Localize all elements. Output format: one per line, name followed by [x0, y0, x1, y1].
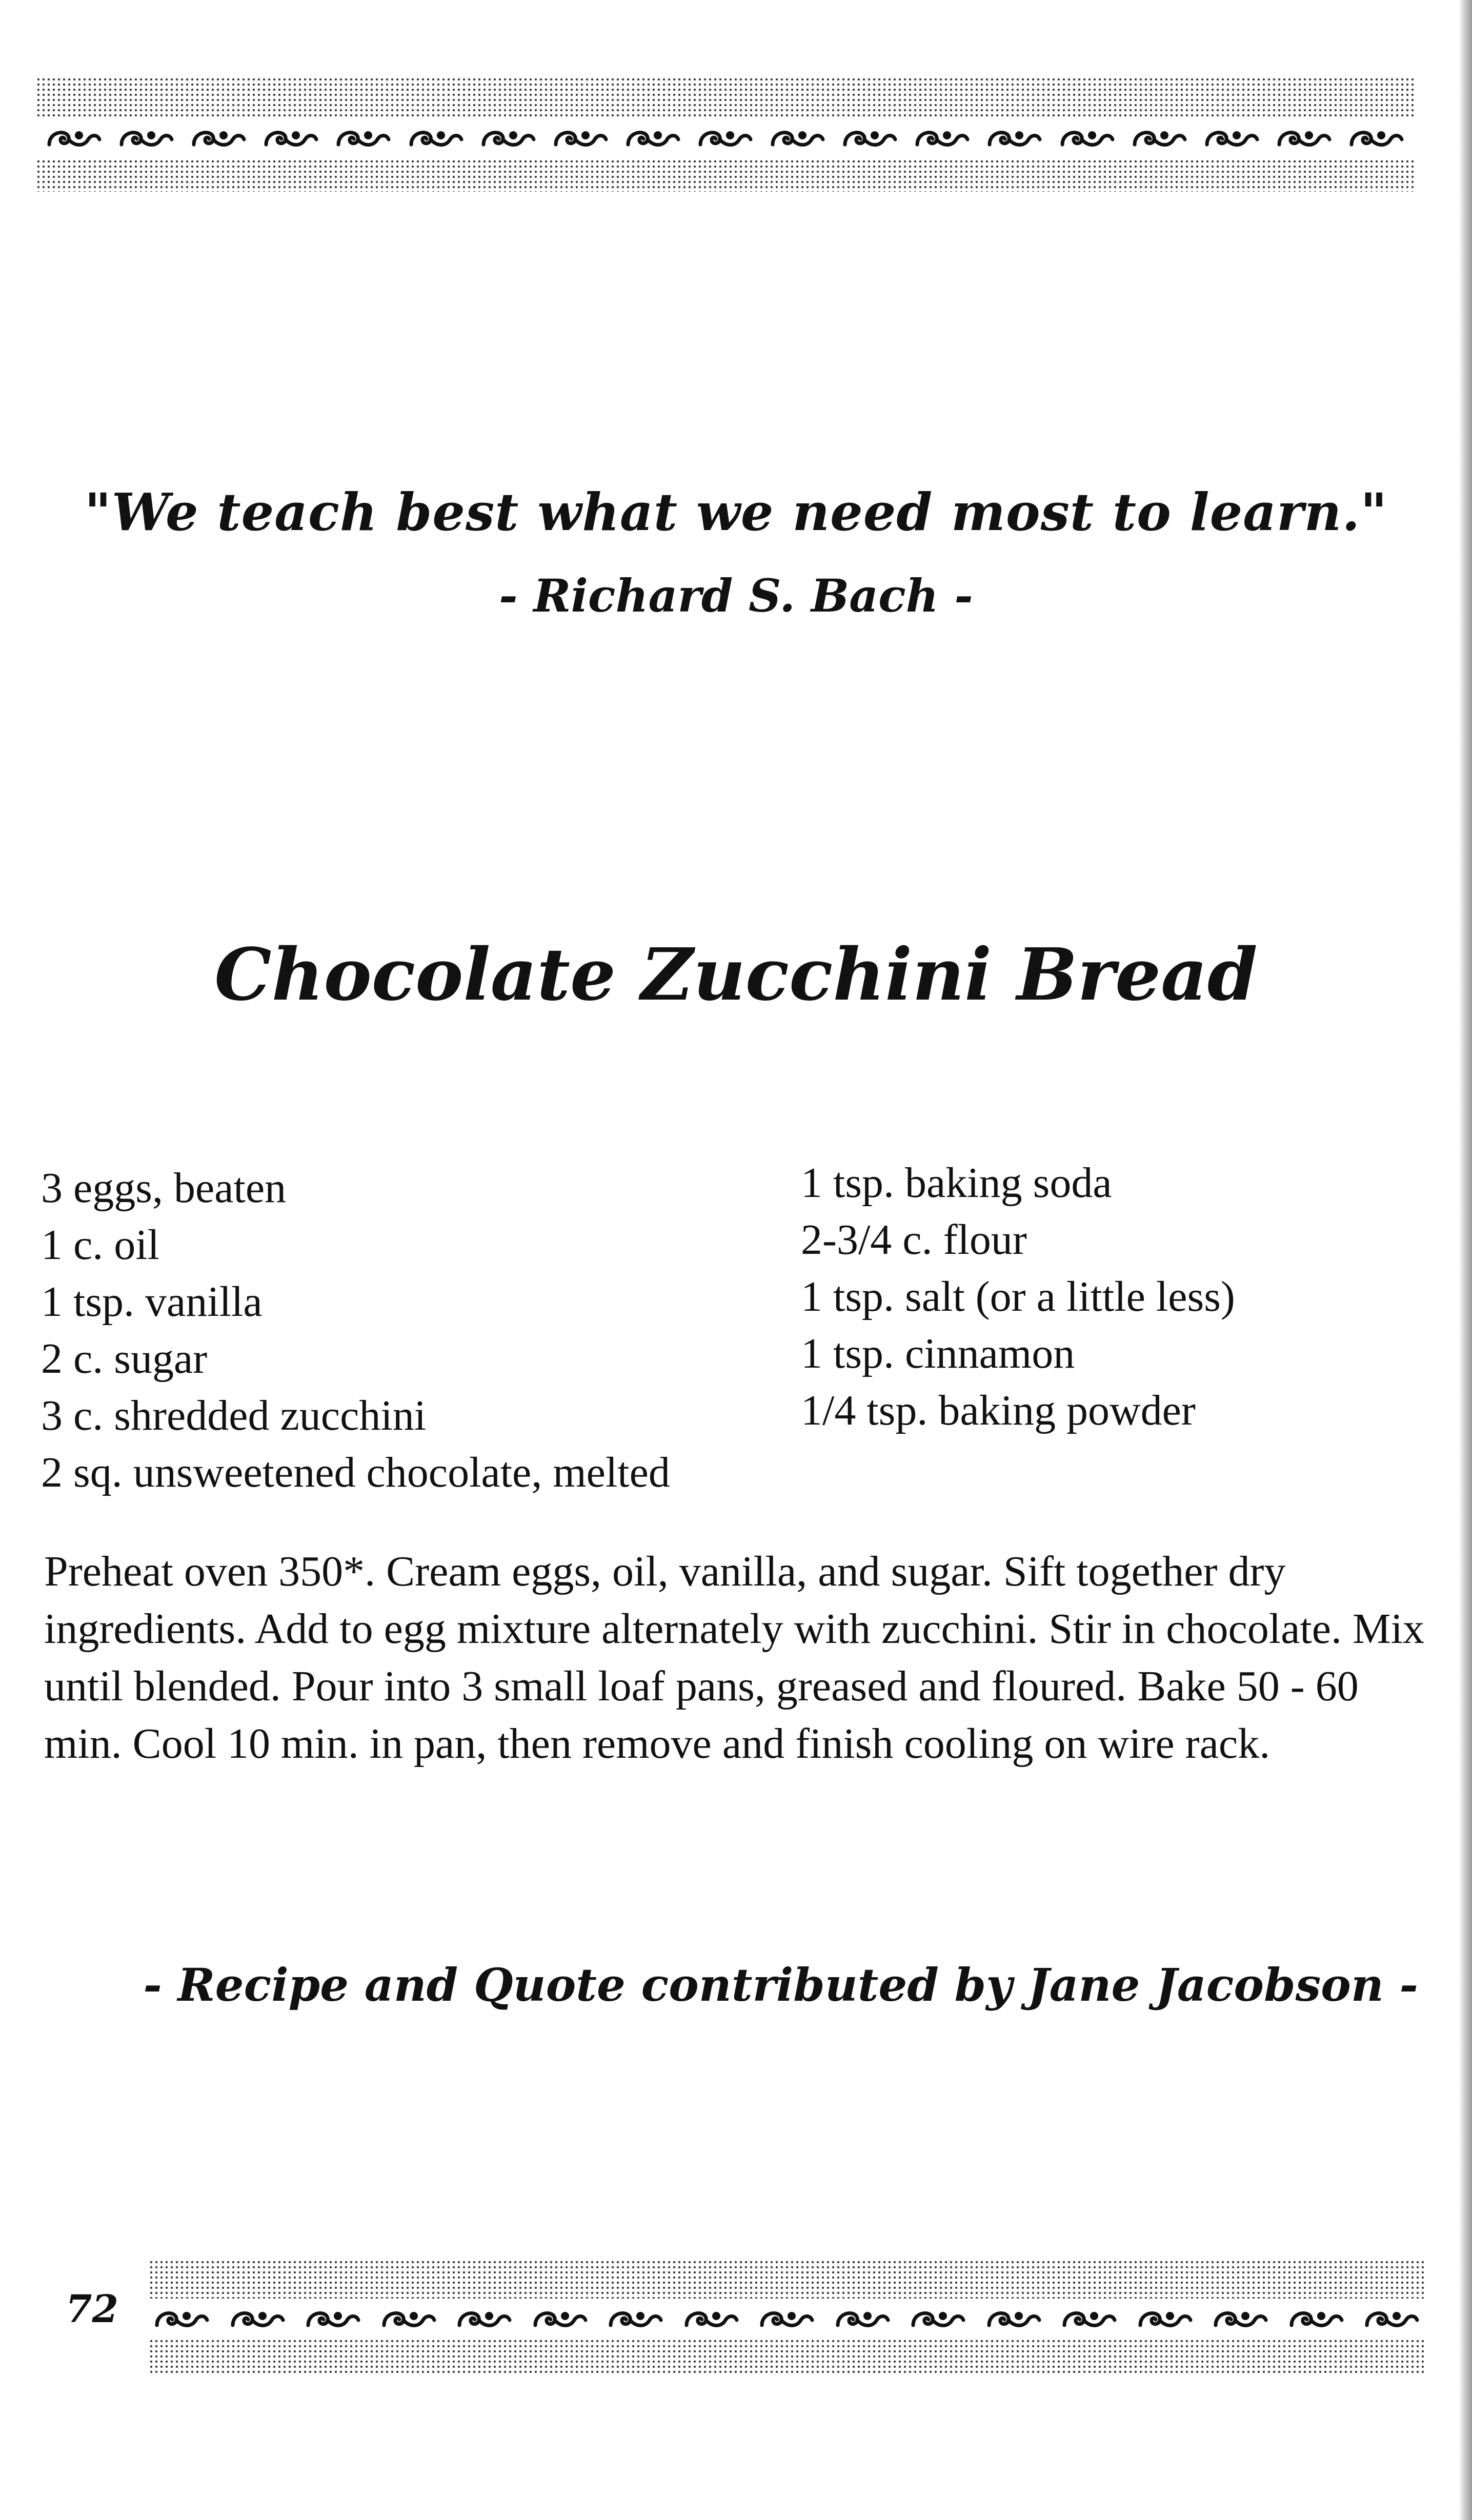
recipe-directions: Preheat oven 350*. Cream eggs, oil, vanilla, and sugar. Sift together dry ingredients. Add to egg mixture alternately with zucchini. Stir in chocolate. Mix until blended. Pour into 3 small loaf pans, greased and floured. Bake 50 - 60 min. Cool 10 min. in pan, then remove and finish cooling on wire rack. [44, 1548, 1425, 1767]
ingredient-item: 1 tsp. cinnamon [801, 1330, 1075, 1377]
scroll-ornament-icon [381, 2305, 437, 2333]
scroll-ornament-icon [1059, 124, 1116, 153]
scroll-ornament-icon [335, 124, 392, 153]
scroll-ornament-icon [456, 2305, 513, 2333]
ingredient-item: 1 tsp. vanilla [41, 1278, 263, 1326]
ingredient-item: 1/4 tsp. baking powder [801, 1387, 1196, 1434]
scroll-ornament-icon [1213, 2305, 1269, 2333]
scroll-ornament-icon [263, 124, 319, 153]
scroll-ornament-icon [1061, 2305, 1118, 2333]
scroll-ornament-icon [1137, 2305, 1194, 2333]
bottom-border-band-lower [149, 2339, 1425, 2375]
ingredient-item: 1 c. oil [41, 1221, 159, 1269]
page-number: 72 [66, 2287, 118, 2331]
ingredient-item: 1 tsp. salt (or a little less) [801, 1273, 1235, 1320]
scroll-ornament-icon [835, 2305, 891, 2333]
ingredient-item: 2 sq. unsweetened chocolate, melted [41, 1449, 670, 1496]
top-border-band-upper [36, 77, 1415, 117]
top-ornament-row [46, 122, 1405, 155]
scroll-ornament-icon [625, 124, 681, 153]
scroll-ornament-icon [1204, 124, 1260, 153]
recipe-title: Chocolate Zucchini Bread [214, 933, 1258, 1017]
scroll-ornament-icon [697, 124, 754, 153]
ingredients-right-column [801, 1154, 1235, 1439]
ingredients-left-column [41, 1160, 670, 1501]
scroll-ornament-icon [608, 2305, 664, 2333]
scroll-ornament-icon [986, 124, 1043, 153]
scroll-ornament-icon [842, 124, 898, 153]
scroll-ornament-icon [1276, 124, 1333, 153]
scroll-ornament-icon [230, 2305, 286, 2333]
page-edge-shadow [1459, 0, 1472, 2520]
scroll-ornament-icon [408, 124, 465, 153]
ingredient-item: 2-3/4 c. flour [801, 1216, 1027, 1264]
scroll-ornament-icon [1348, 124, 1405, 153]
scroll-ornament-icon [532, 2305, 589, 2333]
scroll-ornament-icon [480, 124, 537, 153]
scroll-ornament-icon [683, 2305, 740, 2333]
ingredient-item: 3 eggs, beaten [41, 1164, 287, 1212]
scroll-ornament-icon [553, 124, 609, 153]
bottom-ornament-row [154, 2303, 1420, 2335]
scroll-ornament-icon [1288, 2305, 1345, 2333]
bottom-border-band-upper [149, 2260, 1425, 2299]
scroll-ornament-icon [305, 2305, 361, 2333]
scroll-ornament-icon [770, 124, 826, 153]
scroll-ornament-icon [154, 2305, 210, 2333]
scroll-ornament-icon [118, 124, 175, 153]
ingredient-item: 2 c. sugar [41, 1335, 208, 1383]
ingredient-item: 1 tsp. baking soda [801, 1159, 1112, 1207]
scroll-ornament-icon [46, 124, 103, 153]
scroll-ornament-icon [914, 124, 971, 153]
ingredient-item: 3 c. shredded zucchini [41, 1392, 427, 1439]
quote-text: "We teach best what we need most to learn." [84, 482, 1388, 542]
recipe-credit: - Recipe and Quote contributed by Jane Jacobson - [143, 1958, 1418, 2011]
scroll-ornament-icon [759, 2305, 815, 2333]
scroll-ornament-icon [1132, 124, 1188, 153]
quote-author: - Richard S. Bach - [499, 569, 973, 622]
scroll-ornament-icon [910, 2305, 966, 2333]
top-border-band-lower [36, 159, 1415, 192]
scroll-ornament-icon [191, 124, 247, 153]
scroll-ornament-icon [986, 2305, 1042, 2333]
scroll-ornament-icon [1364, 2305, 1420, 2333]
